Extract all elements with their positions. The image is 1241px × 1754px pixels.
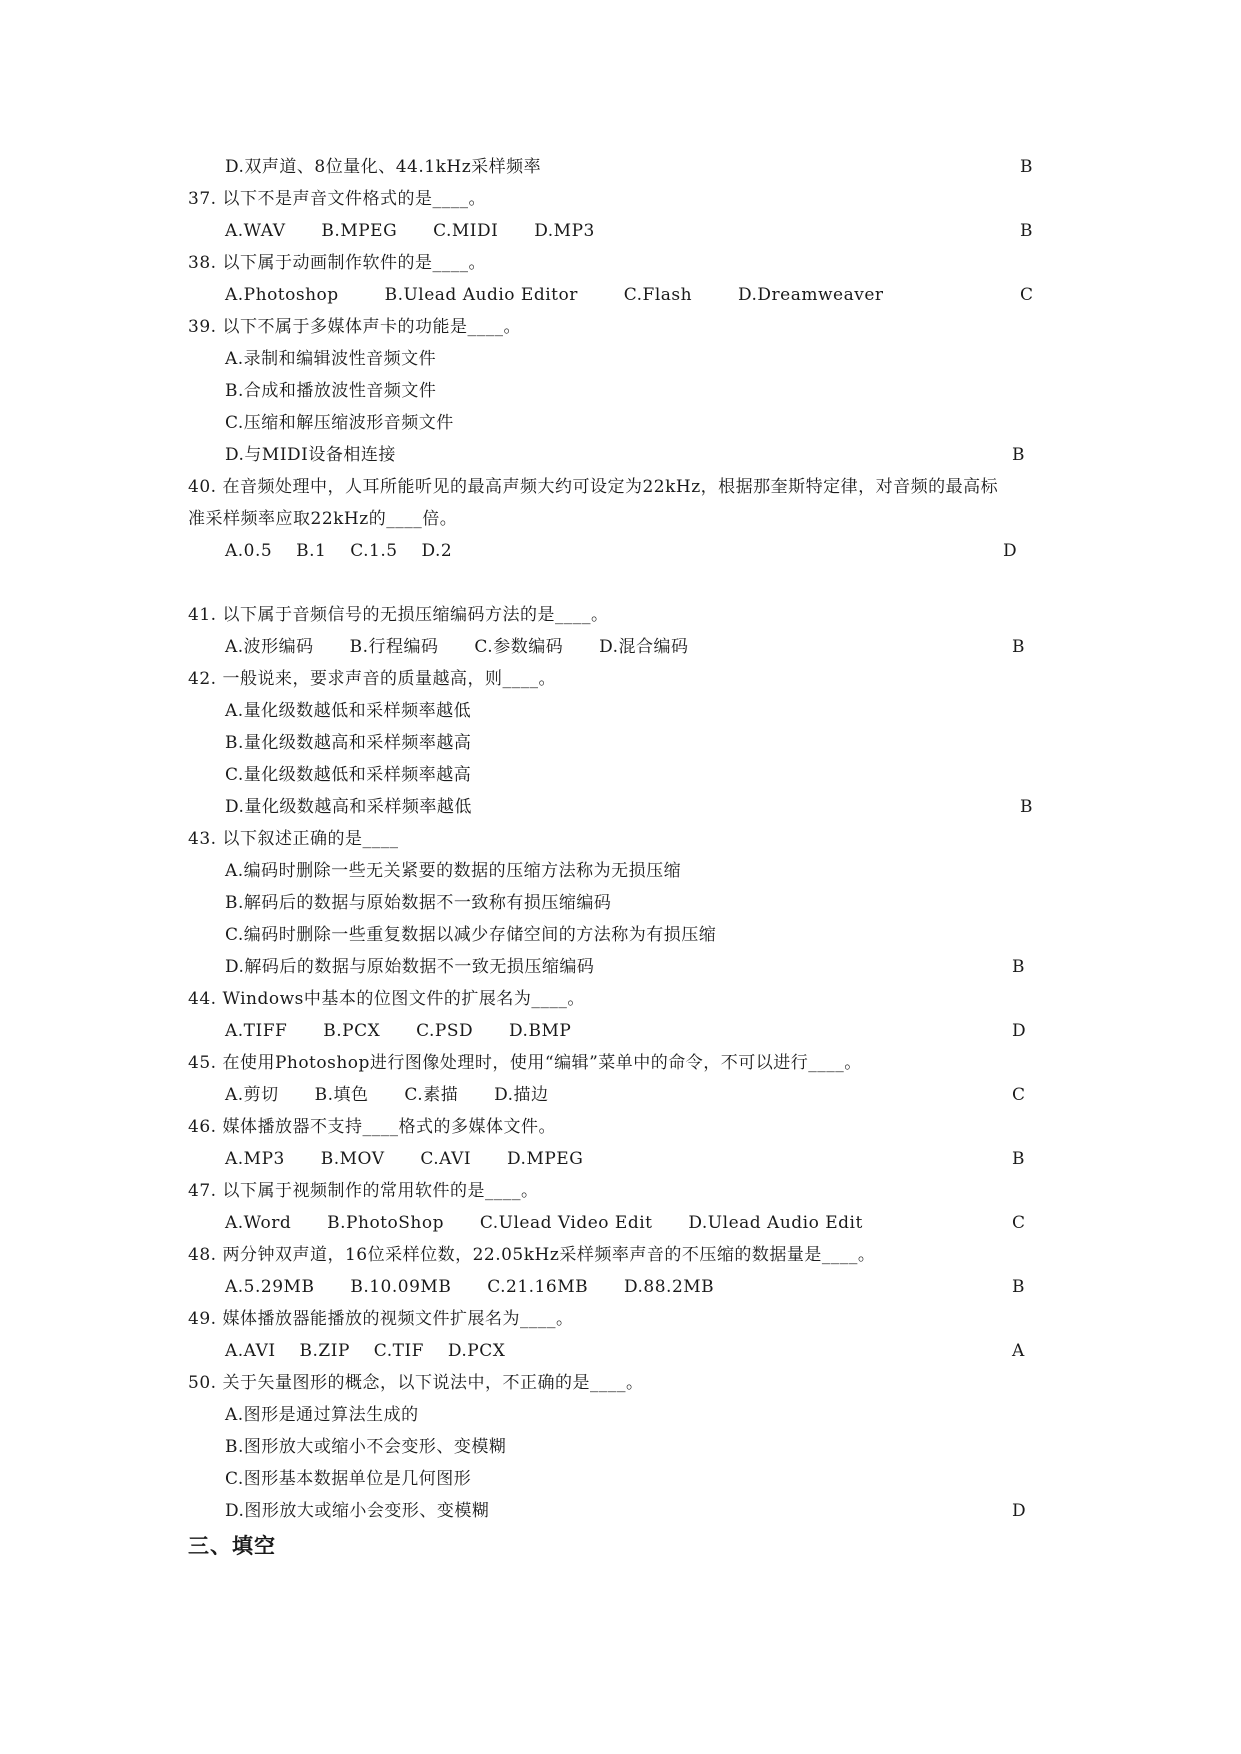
q41-option-b: B.行程编码 <box>349 637 439 657</box>
q36-option-d: D.双声道、8位量化、44.1kHz采样频率 <box>225 157 542 177</box>
q39-option-d: D.与MIDI设备相连接 <box>225 445 396 465</box>
q37-answer: B <box>1020 221 1033 241</box>
q49-stem: 49. 媒体播放器能播放的视频文件扩展名为____。 <box>188 1309 574 1329</box>
q40-option-b: B.1 <box>296 541 327 561</box>
q38-option-d: D.Dreamweaver <box>738 285 884 305</box>
q42-option-d: D.量化级数越高和采样频率越低 <box>225 797 472 817</box>
q44-option-a: A.TIFF <box>225 1021 288 1041</box>
q40-stem-line2: 准采样频率应取22kHz的____倍。 <box>188 509 458 529</box>
q43-answer: B <box>1012 957 1025 977</box>
q50-option-b: B.图形放大或缩小不会变形、变模糊 <box>225 1437 507 1457</box>
q38-option-b: B.Ulead Audio Editor <box>384 285 578 305</box>
q48-option-d: D.88.2MB <box>624 1277 715 1297</box>
q41-option-d: D.混合编码 <box>599 637 689 657</box>
q42-option-a: A.量化级数越低和采样频率越低 <box>225 701 472 721</box>
q50-stem: 50. 关于矢量图形的概念，以下说法中，不正确的是____。 <box>188 1373 644 1393</box>
q48-option-a: A.5.29MB <box>225 1277 315 1297</box>
q41-stem: 41. 以下属于音频信号的无损压缩编码方法的是____。 <box>188 605 609 625</box>
q49-options <box>225 1335 505 1367</box>
q47-option-b: B.PhotoShop <box>327 1213 444 1233</box>
q47-answer: C <box>1012 1213 1026 1233</box>
q41-option-a: A.波形编码 <box>225 637 314 657</box>
q42-stem: 42. 一般说来，要求声音的质量越高，则____。 <box>188 669 556 689</box>
q44-option-c: C.PSD <box>416 1021 474 1041</box>
q37-option-d: D.MP3 <box>534 221 595 241</box>
q47-options <box>225 1207 863 1239</box>
q46-answer: B <box>1012 1149 1025 1169</box>
q39-answer: B <box>1012 445 1025 465</box>
q44-options <box>225 1015 571 1047</box>
q49-option-a: A.AVI <box>225 1341 276 1361</box>
q39-option-b: B.合成和播放波性音频文件 <box>225 381 437 401</box>
q40-options <box>225 535 452 567</box>
q40-option-d: D.2 <box>421 541 453 561</box>
q43-stem: 43. 以下叙述正确的是____ <box>188 829 399 849</box>
q41-options <box>225 631 689 663</box>
section-heading: 三、填空 <box>188 1533 276 1558</box>
q38-answer: C <box>1020 285 1034 305</box>
q43-option-a: A.编码时删除一些无关紧要的数据的压缩方法称为无损压缩 <box>225 861 682 881</box>
q43-option-d: D.解码后的数据与原始数据不一致无损压缩编码 <box>225 957 595 977</box>
q41-option-c: C.参数编码 <box>474 637 564 657</box>
q47-option-d: D.Ulead Audio Edit <box>688 1213 863 1233</box>
q46-options <box>225 1143 583 1175</box>
q37-stem: 37. 以下不是声音文件格式的是____。 <box>188 189 486 209</box>
q38-stem: 38. 以下属于动画制作软件的是____。 <box>188 253 486 273</box>
q46-option-a: A.MP3 <box>225 1149 285 1169</box>
q48-option-c: C.21.16MB <box>487 1277 589 1297</box>
q47-stem: 47. 以下属于视频制作的常用软件的是____。 <box>188 1181 539 1201</box>
q50-answer: D <box>1012 1501 1026 1521</box>
q44-answer: D <box>1012 1021 1026 1041</box>
q50-option-a: A.图形是通过算法生成的 <box>225 1405 419 1425</box>
q46-option-d: D.MPEG <box>507 1149 584 1169</box>
q43-option-c: C.编码时删除一些重复数据以减少存储空间的方法称为有损压缩 <box>225 925 717 945</box>
q40-option-a: A.0.5 <box>225 541 273 561</box>
q50-option-c: C.图形基本数据单位是几何图形 <box>225 1469 472 1489</box>
q49-option-d: D.PCX <box>447 1341 506 1361</box>
q48-answer: B <box>1012 1277 1025 1297</box>
q45-options <box>225 1079 549 1111</box>
q44-stem: 44. Windows中基本的位图文件的扩展名为____。 <box>188 989 585 1009</box>
q45-stem: 45. 在使用Photoshop进行图像处理时，使用“编辑”菜单中的命令，不可以进行____。 <box>188 1053 862 1073</box>
q44-option-b: B.PCX <box>323 1021 381 1041</box>
q49-option-b: B.ZIP <box>299 1341 350 1361</box>
q49-answer: A <box>1012 1341 1025 1361</box>
q36-answer: B <box>1020 157 1033 177</box>
q39-option-a: A.录制和编辑波性音频文件 <box>225 349 437 369</box>
q40-answer: D <box>1003 541 1017 561</box>
q37-options <box>225 215 595 247</box>
q40-option-c: C.1.5 <box>350 541 398 561</box>
q48-option-b: B.10.09MB <box>350 1277 452 1297</box>
q45-option-c: C.素描 <box>404 1085 459 1105</box>
q46-option-b: B.MOV <box>320 1149 385 1169</box>
q43-option-b: B.解码后的数据与原始数据不一致称有损压缩编码 <box>225 893 612 913</box>
q41-answer: B <box>1012 637 1025 657</box>
q38-options <box>225 279 884 311</box>
q39-stem: 39. 以下不属于多媒体声卡的功能是____。 <box>188 317 521 337</box>
q42-answer: B <box>1020 797 1033 817</box>
q45-answer: C <box>1012 1085 1026 1105</box>
q48-options <box>225 1271 714 1303</box>
q45-option-d: D.描边 <box>494 1085 549 1105</box>
q44-option-d: D.BMP <box>509 1021 572 1041</box>
q42-option-b: B.量化级数越高和采样频率越高 <box>225 733 472 753</box>
q49-option-c: C.TIF <box>373 1341 424 1361</box>
q38-option-a: A.Photoshop <box>225 285 339 305</box>
q37-option-b: B.MPEG <box>321 221 398 241</box>
q48-stem: 48. 两分钟双声道，16位采样位数，22.05kHz采样频率声音的不压缩的数据量是____。 <box>188 1245 876 1265</box>
q45-option-b: B.填色 <box>314 1085 369 1105</box>
q37-option-c: C.MIDI <box>433 221 499 241</box>
q50-option-d: D.图形放大或缩小会变形、变模糊 <box>225 1501 490 1521</box>
q39-option-c: C.压缩和解压缩波形音频文件 <box>225 413 454 433</box>
q40-stem-line1: 40. 在音频处理中，人耳所能听见的最高声频大约可设定为22kHz，根据那奎斯特定律，对音频的最高标 <box>188 477 999 497</box>
q37-option-a: A.WAV <box>225 221 286 241</box>
q45-option-a: A.剪切 <box>225 1085 279 1105</box>
q42-option-c: C.量化级数越低和采样频率越高 <box>225 765 472 785</box>
q38-option-c: C.Flash <box>623 285 693 305</box>
q46-stem: 46. 媒体播放器不支持____格式的多媒体文件。 <box>188 1117 556 1137</box>
q46-option-c: C.AVI <box>420 1149 472 1169</box>
q47-option-a: A.Word <box>225 1213 292 1233</box>
q47-option-c: C.Ulead Video Edit <box>479 1213 653 1233</box>
